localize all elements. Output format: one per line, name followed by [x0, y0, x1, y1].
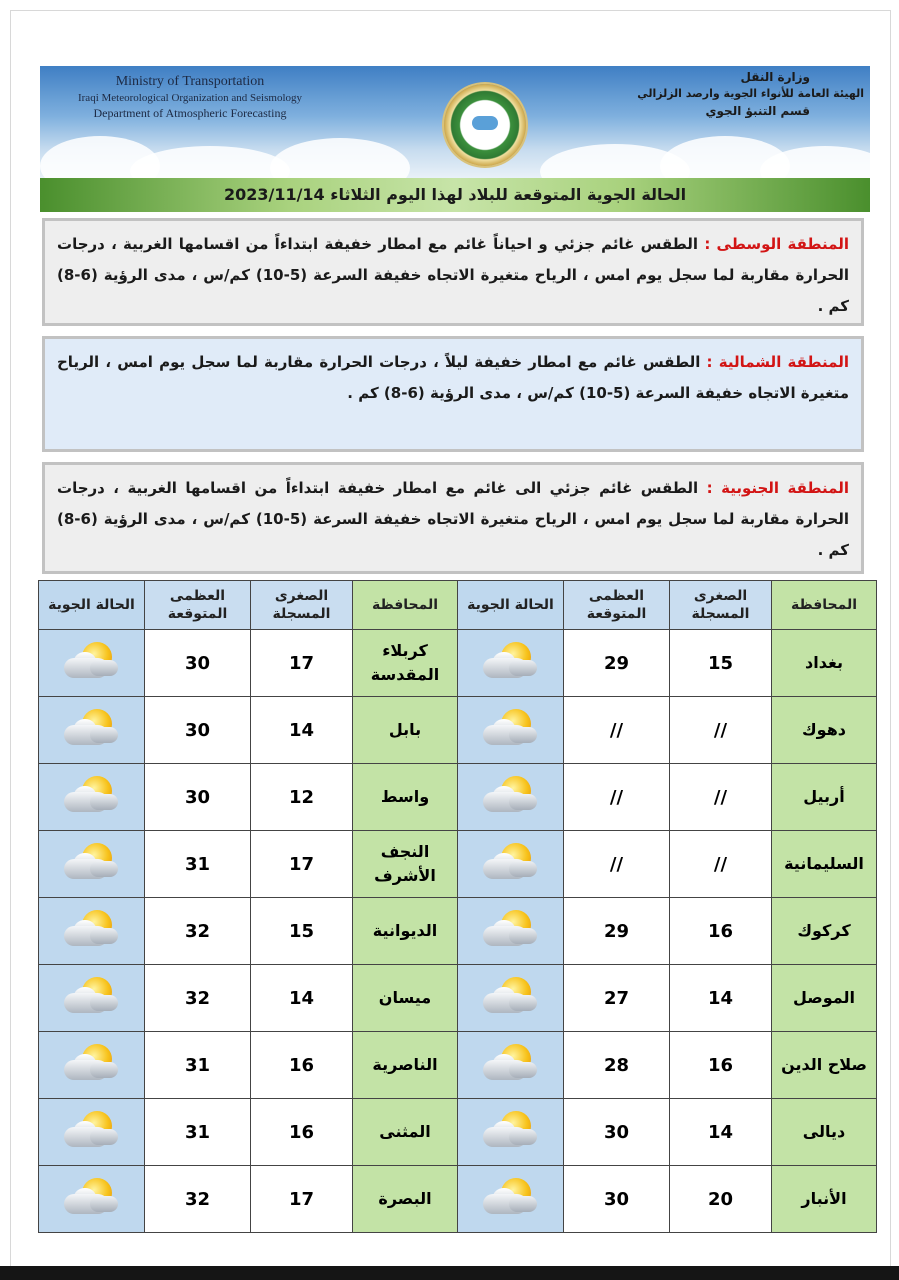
region-text: الطقس غائم جزئي و احياناً غائم مع امطار خفيفة ابتداءاً من اقسامها الغربية ، درجات الحرارة مقاربة لما سجل يوم امس ، الرياح متغيرة الاتجاه خفيفة السرعة (5-10) كم/س ، مدى الرؤية (6-8) كم . [57, 235, 849, 315]
max-temp-cell: 30 [145, 630, 251, 697]
region-name: المنطقة الوسطى : [704, 235, 849, 253]
header-banner [40, 66, 870, 178]
table-row [39, 1166, 877, 1233]
max-temp-cell: 32 [145, 1166, 251, 1233]
min-temp-cell: // [670, 764, 772, 831]
max-temp-cell: 28 [564, 1032, 670, 1099]
min-temp-cell: 17 [251, 831, 353, 898]
governorate-cell: ميسان [353, 965, 458, 1032]
max-temp-cell: 32 [145, 898, 251, 965]
weather-cell [458, 1032, 564, 1099]
table-row [39, 764, 877, 831]
page-title: الحالة الجوية المتوقعة للبلاد لهذا اليوم الثلاثاء 2023/11/14 [40, 178, 870, 212]
weather-cell [39, 630, 145, 697]
max-temp-cell: 31 [145, 831, 251, 898]
partly-cloudy-icon [479, 640, 543, 686]
partly-cloudy-icon [479, 1176, 543, 1222]
partly-cloudy-icon [479, 774, 543, 820]
governorate-cell: البصرة [353, 1166, 458, 1233]
governorate-cell: واسط [353, 764, 458, 831]
partly-cloudy-icon [479, 707, 543, 753]
header-min: الصغرى المسجلة [670, 581, 772, 630]
weather-cell [39, 831, 145, 898]
max-temp-cell: 27 [564, 965, 670, 1032]
min-temp-cell: 14 [670, 965, 772, 1032]
table-row [39, 1032, 877, 1099]
partly-cloudy-icon [60, 774, 124, 820]
table-row [39, 1099, 877, 1166]
weather-cell [458, 764, 564, 831]
max-temp-cell: 30 [564, 1166, 670, 1233]
table-row [39, 898, 877, 965]
weather-cell [39, 965, 145, 1032]
governorate-cell: كركوك [772, 898, 877, 965]
governorate-cell: أربيل [772, 764, 877, 831]
header-governorate: المحافظة [353, 581, 458, 630]
partly-cloudy-icon [60, 841, 124, 887]
governorate-cell: بغداد [772, 630, 877, 697]
header-weather: الحالة الجوية [458, 581, 564, 630]
organization-name-ar: الهيئة العامة للأنواء الجوية وارصد الزلزالي [637, 87, 864, 100]
min-temp-cell: 12 [251, 764, 353, 831]
partly-cloudy-icon [479, 908, 543, 954]
region-south [42, 462, 864, 574]
max-temp-cell: 30 [145, 697, 251, 764]
max-temp-cell: // [564, 831, 670, 898]
table-row [39, 630, 877, 697]
partly-cloudy-icon [479, 841, 543, 887]
min-temp-cell: 16 [670, 898, 772, 965]
partly-cloudy-icon [479, 975, 543, 1021]
min-temp-cell: 14 [670, 1099, 772, 1166]
header-weather: الحالة الجوية [39, 581, 145, 630]
min-temp-cell: 17 [251, 1166, 353, 1233]
weather-cell [458, 1166, 564, 1233]
min-temp-cell: 14 [251, 697, 353, 764]
weather-cell [458, 1099, 564, 1166]
region-name: المنطقة الشمالية : [706, 353, 849, 371]
table-row [39, 697, 877, 764]
max-temp-cell: // [564, 764, 670, 831]
table-row [39, 831, 877, 898]
region-central [42, 218, 864, 326]
header-arabic [604, 70, 864, 118]
max-temp-cell: // [564, 697, 670, 764]
region-text: الطقس غائم جزئي الى غائم مع امطار خفيفة ابتداءاً من اقسامها الغربية ، درجات الحرارة مقاربة لما سجل يوم امس ، الرياح متغيرة الاتجاه خفيفة السرعة (5-10) كم/س ، مدى الرؤية (6-8) كم . [57, 479, 849, 559]
bottom-bar [0, 1266, 899, 1280]
governorate-cell: النجف الأشرف [353, 831, 458, 898]
governorate-cell: السليمانية [772, 831, 877, 898]
governorate-cell: كربلاء المقدسة [353, 630, 458, 697]
min-temp-cell: 16 [251, 1032, 353, 1099]
weather-cell [39, 1166, 145, 1233]
weather-cell [458, 965, 564, 1032]
governorate-cell: الأنبار [772, 1166, 877, 1233]
department-name: Department of Atmospheric Forecasting [93, 106, 287, 120]
weather-cell [39, 898, 145, 965]
max-temp-cell: 30 [145, 764, 251, 831]
region-name: المنطقة الجنوبية : [706, 479, 849, 497]
governorate-cell: الناصرية [353, 1032, 458, 1099]
organization-name: Iraqi Meteorological Organization and Seismology [77, 92, 303, 104]
governorate-cell: ديالى [772, 1099, 877, 1166]
partly-cloudy-icon [60, 1109, 124, 1155]
governorate-cell: الموصل [772, 965, 877, 1032]
partly-cloudy-icon [60, 707, 124, 753]
max-temp-cell: 29 [564, 898, 670, 965]
max-temp-cell: 31 [145, 1099, 251, 1166]
organization-seal-icon [444, 84, 526, 166]
max-temp-cell: 29 [564, 630, 670, 697]
department-name-ar: قسم التنبؤ الجوي [705, 104, 810, 118]
ministry-name: Ministry of Transportation [115, 74, 265, 89]
min-temp-cell: 15 [670, 630, 772, 697]
table-row [39, 965, 877, 1032]
governorate-cell: دهوك [772, 697, 877, 764]
partly-cloudy-icon [60, 640, 124, 686]
min-temp-cell: // [670, 697, 772, 764]
header-min: الصغرى المسجلة [251, 581, 353, 630]
partly-cloudy-icon [60, 1176, 124, 1222]
governorate-cell: صلاح الدين [772, 1032, 877, 1099]
weather-cell [39, 764, 145, 831]
governorate-cell: الديوانية [353, 898, 458, 965]
partly-cloudy-icon [60, 975, 124, 1021]
forecast-table [38, 580, 877, 1233]
partly-cloudy-icon [479, 1042, 543, 1088]
min-temp-cell: 16 [670, 1032, 772, 1099]
min-temp-cell: // [670, 831, 772, 898]
region-text: الطقس غائم مع امطار خفيفة ليلاً ، درجات الحرارة مقاربة لما سجل يوم امس ، الرياح متغيرة الاتجاه خفيفة السرعة (5-10) كم/س ، مدى الرؤية (6-8) كم . [57, 353, 849, 402]
weather-cell [39, 1032, 145, 1099]
table-header-row [39, 581, 877, 630]
header-governorate: المحافظة [772, 581, 877, 630]
header-max: العظمى المتوقعة [145, 581, 251, 630]
max-temp-cell: 32 [145, 965, 251, 1032]
ministry-name-ar: وزارة النقل [740, 70, 810, 84]
min-temp-cell: 17 [251, 630, 353, 697]
weather-cell [458, 697, 564, 764]
weather-cell [39, 1099, 145, 1166]
max-temp-cell: 30 [564, 1099, 670, 1166]
weather-cell [458, 898, 564, 965]
min-temp-cell: 15 [251, 898, 353, 965]
governorate-cell: بابل [353, 697, 458, 764]
weather-cell [458, 831, 564, 898]
min-temp-cell: 20 [670, 1166, 772, 1233]
max-temp-cell: 31 [145, 1032, 251, 1099]
min-temp-cell: 16 [251, 1099, 353, 1166]
min-temp-cell: 14 [251, 965, 353, 1032]
governorate-cell: المثنى [353, 1099, 458, 1166]
partly-cloudy-icon [479, 1109, 543, 1155]
header-max: العظمى المتوقعة [564, 581, 670, 630]
partly-cloudy-icon [60, 1042, 124, 1088]
header-english [40, 74, 340, 121]
weather-cell [39, 697, 145, 764]
partly-cloudy-icon [60, 908, 124, 954]
region-north [42, 336, 864, 452]
weather-cell [458, 630, 564, 697]
